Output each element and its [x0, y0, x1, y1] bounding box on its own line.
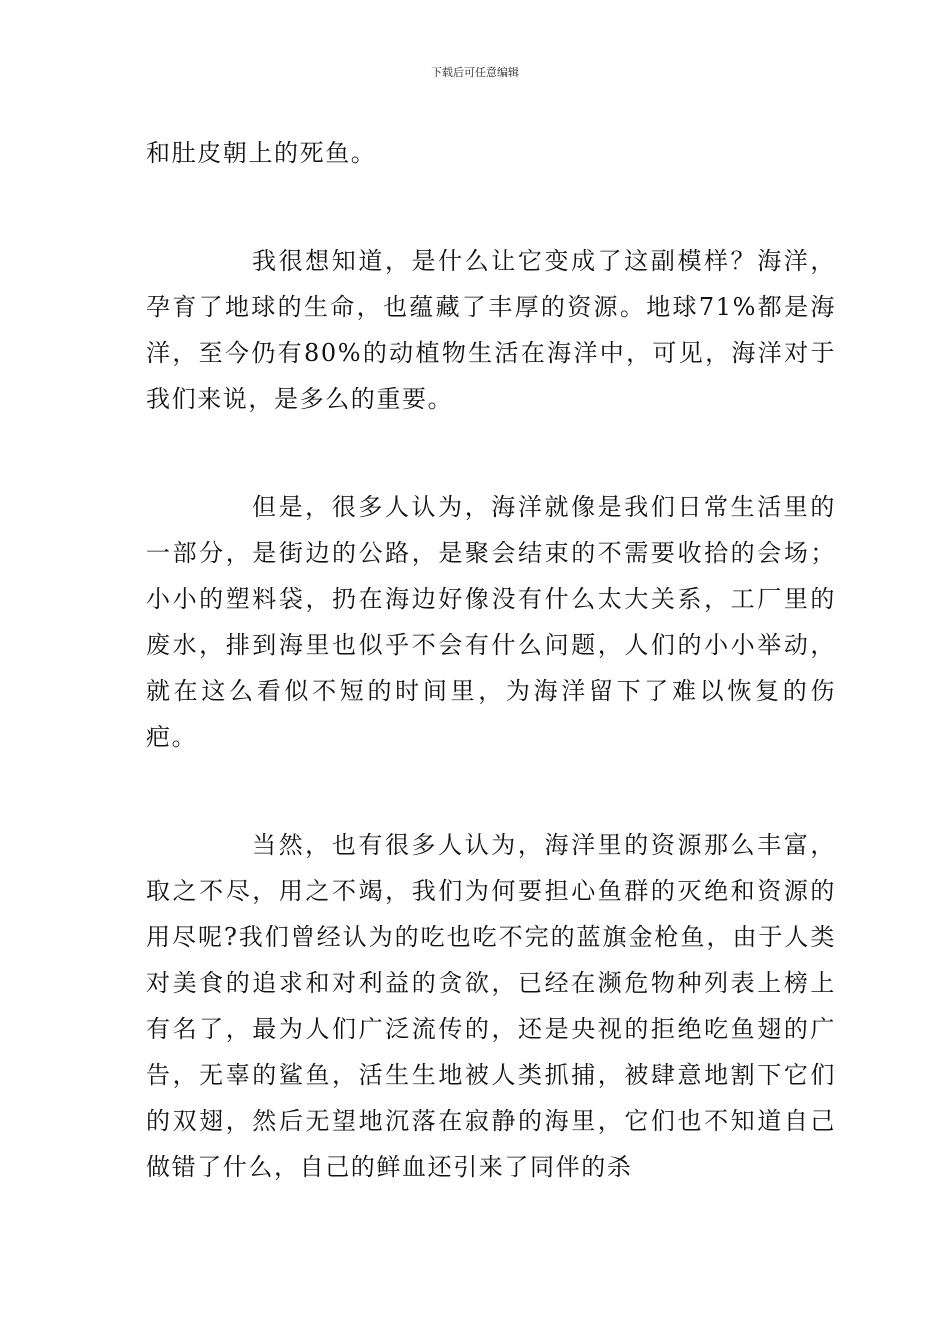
paragraph-gap [146, 176, 836, 238]
paragraph-continuation: 和肚皮朝上的死鱼。 [146, 139, 377, 167]
paragraph-gap [146, 760, 836, 822]
paragraph: 但是，很多人认为，海洋就像是我们日常生活里的一部分，是街边的公路，是聚会结束的不需要收拾的会场；小小的塑料袋，扔在海边好像没有什么太大关系，工厂里的废水，排到海里也似乎不会有什么问题，人们的小小举动，就在这么看似不短的时间里，为海洋留下了难以恢复的伤疤。 [146, 493, 836, 751]
document-body [146, 130, 836, 1190]
paragraph-gap [146, 422, 836, 484]
page-header: 下载后可任意编辑 [431, 66, 519, 79]
paragraph: 当然，也有很多人认为，海洋里的资源那么丰富，取之不尽，用之不竭，我们为何要担心鱼群的灭绝和资源的用尽呢?我们曾经认为的吃也吃不完的蓝旗金枪鱼，由于人类对美食的追求和对利益的贪欲，已经在濒危物种列表上榜上有名了，最为人们广泛流传的，还是央视的拒绝吃鱼翅的广告，无辜的鲨鱼，活生生地被人类抓捕，被肆意地割下它们的双翅，然后无望地沉落在寂静的海里，它们也不知道自己做错了什么，自己的鲜血还引来了同伴的杀 [146, 831, 836, 1181]
paragraph: 我很想知道，是什么让它变成了这副模样？海洋，孕育了地球的生命，也蕴藏了丰厚的资源。地球71%都是海洋，至今仍有80%的动植物生活在海洋中，可见，海洋对于我们来说，是多么的重要。 [146, 247, 836, 413]
